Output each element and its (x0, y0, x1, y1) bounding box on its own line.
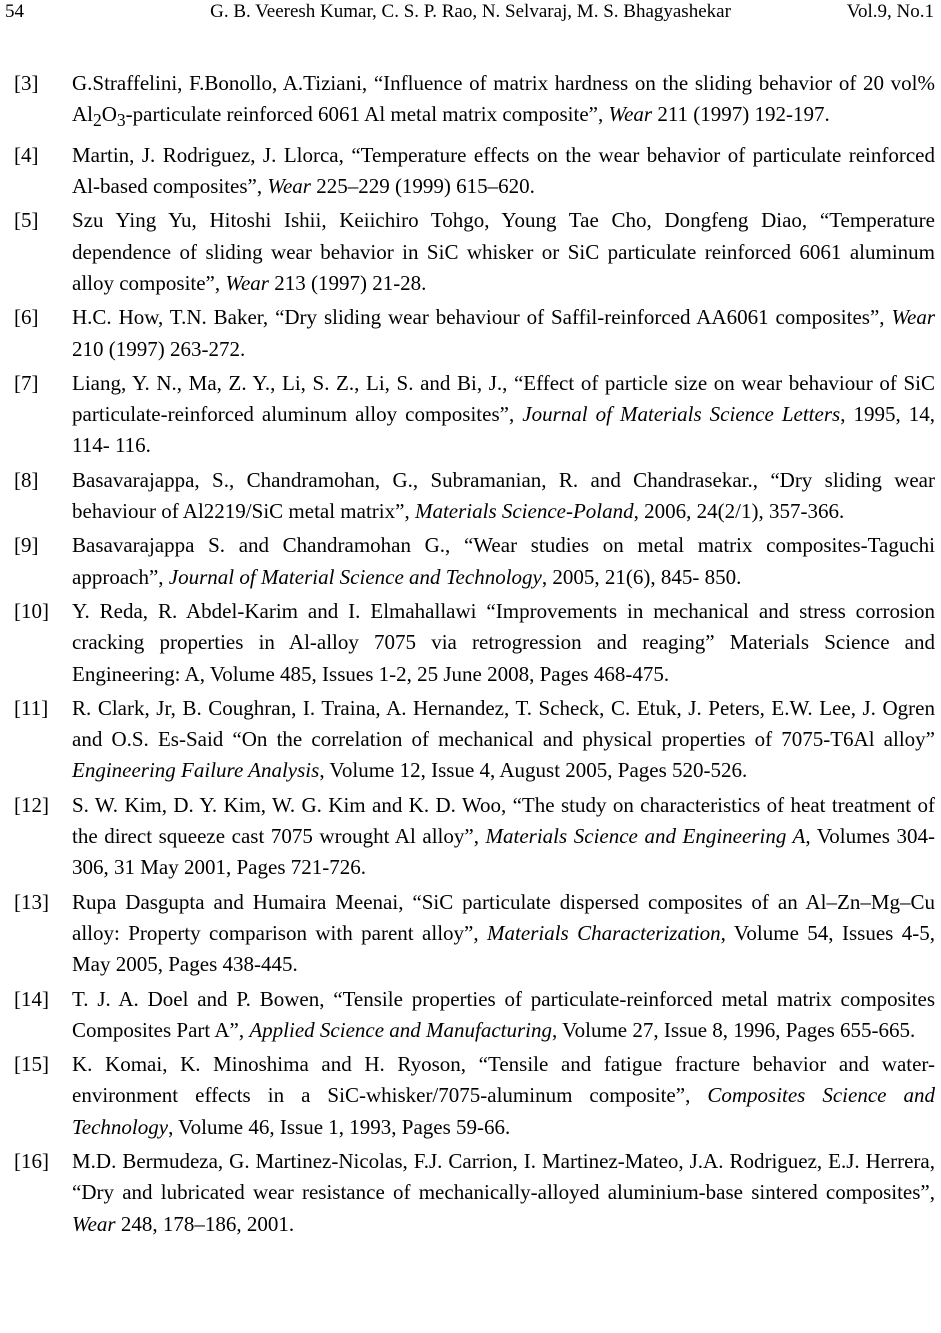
reference-item (0, 530, 941, 593)
reference-number: [9] (14, 533, 39, 558)
reference-item (0, 1049, 941, 1143)
reference-text: K. Komai, K. Minoshima and H. Ryoson, “Tensile and fatigue fracture behavior and water-environment effects in a SiC-whisker/7075-aluminum composite”, Composites Science and Technology, Volume 46, Issue 1, 1993, Pages 59-66. (72, 1052, 935, 1139)
reference-text: Szu Ying Yu, Hitoshi Ishii, Keiichiro Tohgo, Young Tae Cho, Dongfeng Diao, “Temperature dependence of sliding wear behavior in SiC whisker or SiC particulate reinforced 6061 aluminum alloy composite”, Wear 213 (1997) 21-28. (72, 208, 935, 295)
reference-number: [3] (14, 71, 39, 95)
reference-item (0, 368, 941, 462)
reference-item (0, 302, 941, 365)
reference-item (0, 68, 941, 137)
journal-name: Wear (267, 174, 311, 199)
journal-name: Journal of Material Science and Technology (168, 564, 542, 589)
reference-item (0, 1146, 941, 1240)
reference-text: H.C. How, T.N. Baker, “Dry sliding wear behaviour of Saffil-reinforced AA6061 composites”, Wear 210 (1997) 263-272. (72, 305, 935, 361)
journal-name: Materials Science and Engineering A (485, 824, 806, 849)
journal-name: Journal of Materials Science Letters (522, 402, 841, 427)
reference-item (0, 887, 941, 981)
journal-name: Wear (891, 305, 935, 330)
reference-text: Liang, Y. N., Ma, Z. Y., Li, S. Z., Li, S. and Bi, J., “Effect of particle size on wear behaviour of SiC particulate-reinforced aluminum alloy composites”, Journal of Materials Science Letters, 1995, 14, 114- 116. (72, 370, 936, 458)
journal-name: Composites Science and Technology (72, 1083, 935, 1139)
reference-item (0, 693, 941, 787)
journal-name: Wear (608, 102, 653, 127)
reference-number: [5] (14, 208, 39, 233)
reference-number: [10] (14, 598, 49, 623)
reference-text: Basavarajappa S. and Chandramohan G., “Wear studies on metal matrix composites-Taguchi approach”, Journal of Material Science and Technology, 2005, 21(6), 845- 850. (72, 533, 935, 589)
reference-text: G.Straffelini, F.Bonollo, A.Tiziani, “Influence of matrix hardness on the sliding behavior of 20 vol% $Al_2O_3$-particulate reinforced 6061 Al metal matrix composite”, Wear 211 (1997) 192-197. (72, 71, 935, 131)
reference-text: T. J. A. Doel and P. Bowen, “Tensile properties of particulate-reinforced metal matrix composites Composites Part A”, Applied Science and Manufacturing, Volume 27, Issue 8, 1996, Pages 655-665. (72, 986, 935, 1042)
journal-name: Engineering Failure Analysis (72, 758, 320, 783)
reference-text: Martin, J. Rodriguez, J. Llorca, “Temperature effects on the wear behavior of particulate reinforced Al-based composites”, Wear 225–229 (1999) 615–620. (72, 142, 935, 199)
journal-name: Wear (225, 270, 269, 295)
page-number: 54 (5, 1, 24, 22)
journal-name: Materials Science-Poland (414, 499, 634, 524)
reference-item (0, 140, 941, 203)
reference-number: [8] (14, 467, 39, 492)
reference-item (0, 465, 941, 528)
reference-number: [15] (14, 1052, 49, 1077)
reference-number: [4] (14, 142, 39, 167)
reference-number: [12] (14, 792, 49, 817)
reference-text: M.D. Bermudeza, G. Martinez-Nicolas, F.J. Carrion, I. Martinez-Mateo, J.A. Rodriguez, E.J. Herrera, “Dry and lubricated wear resistance of mechanically-alloyed aluminium-base sintered composites”, Wear 248, 178–186, 2001. (72, 1148, 935, 1236)
journal-name: Wear (72, 1211, 116, 1236)
reference-list (0, 68, 941, 1243)
page-header (0, 0, 941, 30)
reference-text: Y. Reda, R. Abdel-Karim and I. Elmahallawi “Improvements in mechanical and stress corrosion cracking properties in Al-alloy 7075 via retrogression and reaging” Materials Science and Engineering: A, Volume 485, Issues 1-2, 25 June 2008, Pages 468-475. (72, 598, 935, 686)
running-authors: G. B. Veeresh Kumar, C. S. P. Rao, N. Selvaraj, M. S. Bhagyashekar (210, 1, 731, 22)
reference-number: [16] (14, 1148, 49, 1173)
reference-number: [13] (14, 889, 49, 914)
reference-item (0, 984, 941, 1047)
reference-text: S. W. Kim, D. Y. Kim, W. G. Kim and K. D. Woo, “The study on characteristics of heat treatment of the direct squeeze cast 7075 wrought Al alloy”, Materials Science and Engineering A, Volumes 304-306, 31 May 2001, Pages 721-726. (72, 792, 935, 880)
reference-number: [6] (14, 305, 39, 330)
reference-text: Basavarajappa, S., Chandramohan, G., Subramanian, R. and Chandrasekar., “Dry sliding wear behaviour of Al2219/SiC metal matrix”, Materials Science-Poland, 2006, 24(2/1), 357-366. (72, 467, 935, 524)
volume-info: Vol.9, No.1 (846, 1, 934, 22)
reference-item (0, 790, 941, 884)
reference-number: [14] (14, 986, 49, 1011)
reference-item (0, 596, 941, 690)
reference-text: Rupa Dasgupta and Humaira Meenai, “SiC particulate dispersed composites of an Al–Zn–Mg–Cu alloy: Property comparison with parent alloy”, Materials Characterization, Volume 54, Issues 4-5, May 2005, Pages 438-445. (72, 889, 935, 977)
journal-name: Applied Science and Manufacturing (249, 1017, 553, 1042)
reference-number: [7] (14, 370, 39, 395)
reference-text: R. Clark, Jr, B. Coughran, I. Traina, A. Hernandez, T. Scheck, C. Etuk, J. Peters, E.W. Lee, J. Ogren and O.S. Es-Said “On the correlation of mechanical and physical properties of 7075-T6Al alloy” Engineering Failure Analysis, Volume 12, Issue 4, August 2005, Pages 520-526. (72, 695, 935, 783)
reference-number: [11] (14, 695, 49, 720)
reference-item (0, 205, 941, 299)
journal-name: Materials Characterization (487, 920, 721, 945)
